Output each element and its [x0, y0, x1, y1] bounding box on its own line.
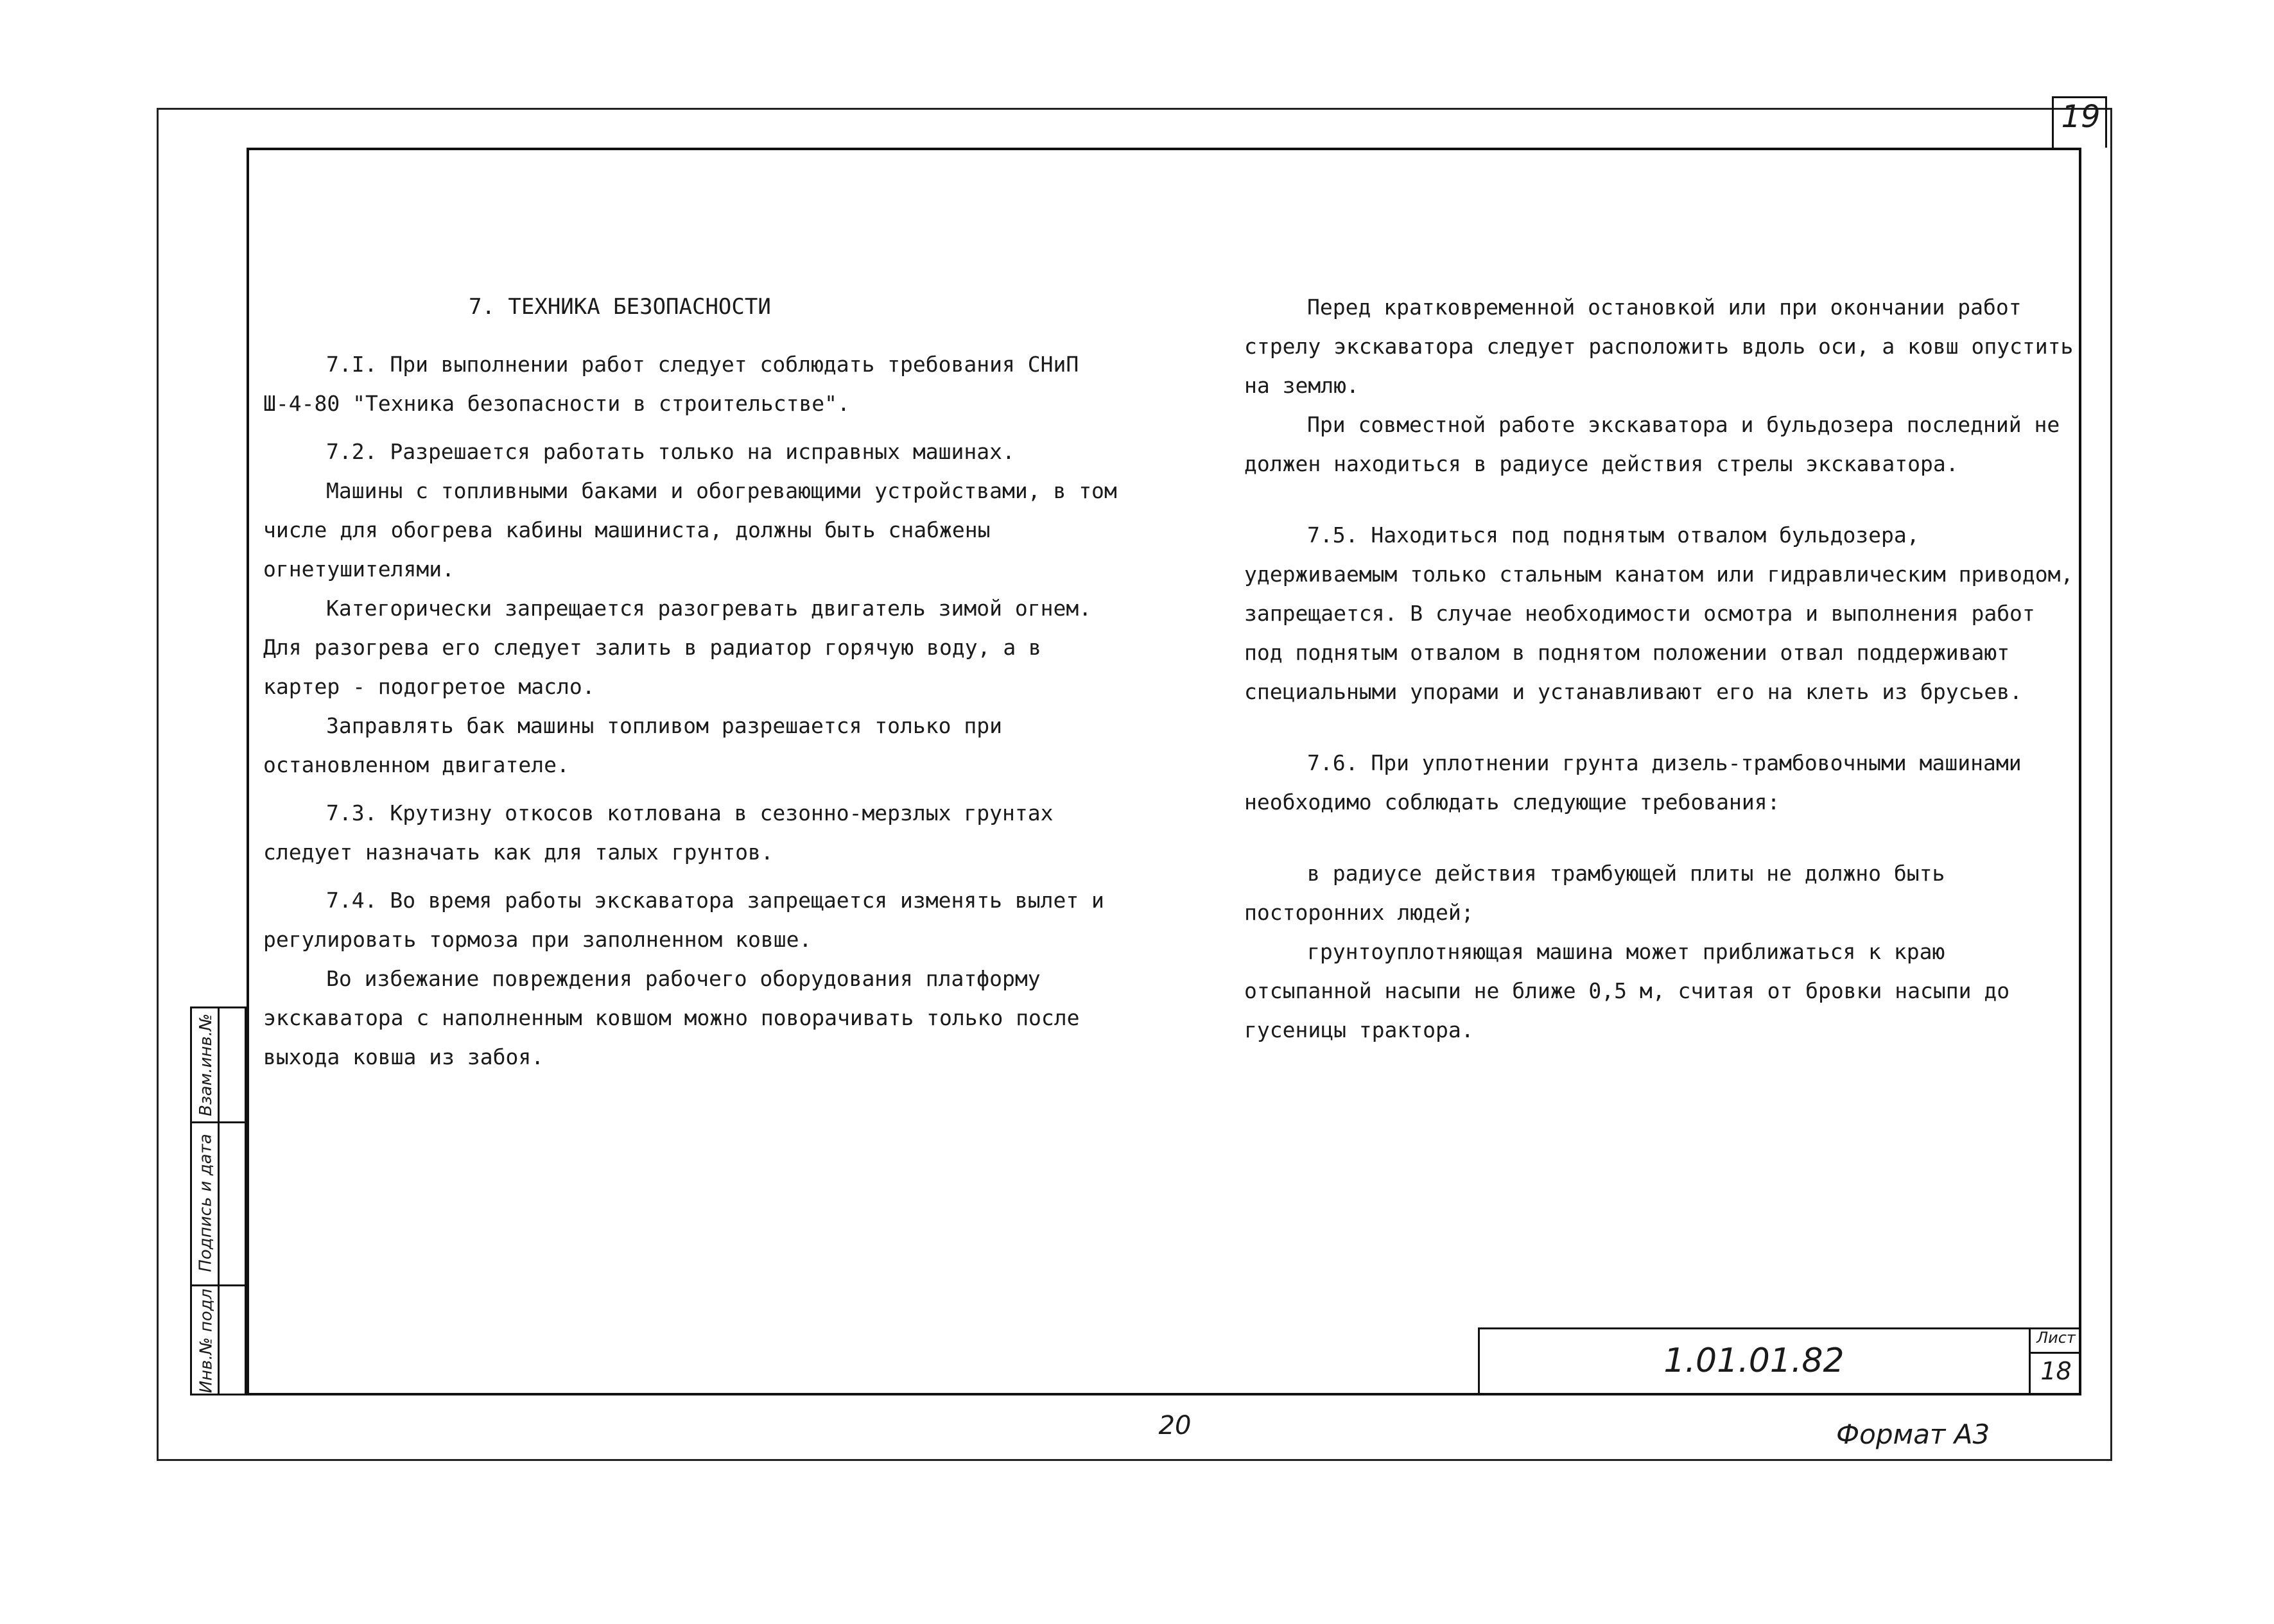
- paragraph-stop: Перед кратковременной остановкой или при окончании работ стрелу экскаватора следует расположить вдоль оси, а ковш опустить на землю.: [1244, 295, 2074, 398]
- paragraph-rotation: Во избежание повреждения рабочего оборудования платформу экскаватора с наполненным ковшом можно поворачивать только после выхода ковша из забоя.: [263, 966, 1080, 1069]
- paragraph-engine-warming: Категорически запрещается разогревать двигатель зимой огнем. Для разогрева его следует залить в радиатор горячую воду, а в картер - подогретое масло.: [263, 596, 1092, 699]
- stamp-label-replacement: Взам.инв.№: [196, 1014, 216, 1116]
- sheet-box: [2029, 1327, 2081, 1395]
- paragraph-7-5: 7.5. Находиться под поднятым отвалом бульдозера, удерживаемым только стальным канатом или гидравлическим приводом, запрещается. В случае необходимости осмотра и выполнения работ под поднятым отвалом в поднятом положении отвал поддерживают специальными упорами и устанавливают его на клеть из брусьев.: [1244, 523, 2074, 704]
- document-code: 1.01.01.82: [1663, 1342, 1844, 1380]
- sheet-number: 18: [2040, 1357, 2072, 1385]
- format-label: Формат А3: [1836, 1419, 1990, 1450]
- paragraph-7-3: 7.3. Крутизну откосов котлована в сезонно-мерзлых грунтах следует назначать как для талых грунтов.: [263, 800, 1054, 865]
- page-number: 20: [1158, 1411, 1192, 1440]
- paragraph-joint-work: При совместной работе экскаватора и бульдозера последний не должен находиться в радиусе действия стрелы экскаватора.: [1244, 412, 2060, 476]
- stamp-label-inventory: Инв.№ подл: [196, 1288, 216, 1394]
- section-heading: 7. ТЕХНИКА БЕЗОПАСНОСТИ: [469, 294, 771, 320]
- side-stamp: [190, 1006, 247, 1395]
- corner-number: 19: [2061, 99, 2101, 135]
- paragraph-7-4: 7.4. Во время работы экскаватора запрещается изменять вылет и регулировать тормоза при заполненном ковше.: [263, 888, 1104, 952]
- paragraph-refueling: Заправлять бак машины топливом разрешается только при остановленном двигателе.: [263, 713, 1002, 777]
- paragraph-7-1: 7.I. При выполнении работ следует соблюдать требования СНиП Ш-4-80 "Техника безопасности в строительстве".: [263, 352, 1079, 416]
- paragraph-extinguishers: Машины с топливными баками и обогревающими устройствами, в том числе для обогрева кабины машиниста, должны быть снабжены огнетушителями.: [263, 478, 1117, 582]
- left-column: [263, 288, 1130, 1085]
- right-column: [1244, 288, 2079, 1058]
- requirement-people: в радиусе действия трамбующей плиты не должно быть посторонних людей;: [1244, 861, 1945, 925]
- paragraph-7-6: 7.6. При уплотнении грунта дизель-трамбовочными машинами необходимо соблюдать следующие требования:: [1244, 750, 2022, 815]
- sheet-label: Лист: [2036, 1329, 2076, 1347]
- requirement-distance: грунтоуплотняющая машина может приближаться к краю отсыпанной насыпи не ближе 0,5 м, считая от бровки насыпи до гусеницы трактора.: [1244, 939, 2010, 1042]
- stamp-label-signature: Подпись и дата: [196, 1134, 216, 1272]
- paragraph-7-2: 7.2. Разрешается работать только на исправных машинах.: [326, 439, 1015, 464]
